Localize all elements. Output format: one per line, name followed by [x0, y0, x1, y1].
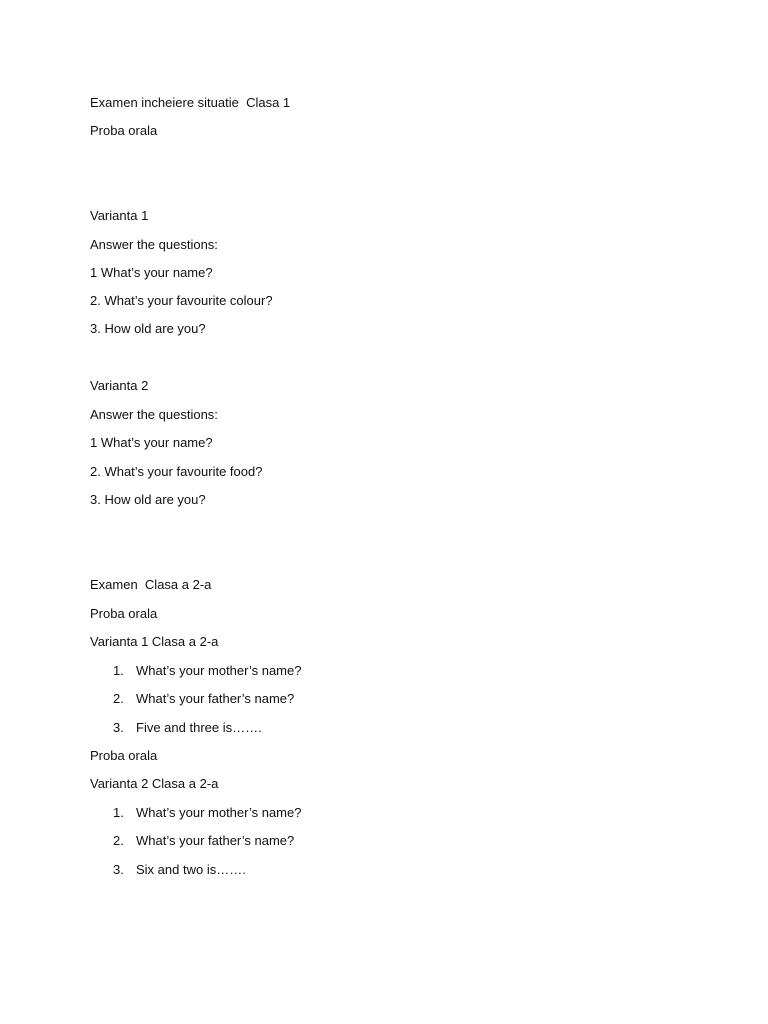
list-number: 2. [113, 833, 124, 848]
list-number: 1. [113, 805, 124, 820]
list-text: What’s your mother’s name? [136, 805, 302, 820]
list-number: 1. [113, 663, 124, 678]
oral-test-label: Proba orala [90, 606, 158, 621]
variant-1-heading: Varianta 1 [90, 208, 149, 223]
variant-1-question: 1 What’s your name? [90, 265, 213, 280]
list-text: What’s your father’s name? [136, 833, 295, 848]
variant-2-instruction: Answer the questions: [90, 407, 218, 422]
list-number: 3. [113, 720, 124, 735]
list-number: 2. [113, 691, 124, 706]
variant-2-question: 3. How old are you? [90, 492, 206, 507]
list-text: Five and three is……. [136, 720, 262, 735]
variant-2-question: 1 What’s your name? [90, 435, 213, 450]
class2-variant-2-heading: Varianta 2 Clasa a 2-a [90, 776, 219, 791]
variant-2-heading: Varianta 2 [90, 378, 149, 393]
variant-1-question: 2. What’s your favourite colour? [90, 293, 273, 308]
list-text: What’s your mother’s name? [136, 663, 302, 678]
oral-test-label: Proba orala [90, 123, 158, 138]
list-text: What’s your father’s name? [136, 691, 295, 706]
class2-variant-1-heading: Varianta 1 Clasa a 2-a [90, 634, 219, 649]
variant-1-question: 3. How old are you? [90, 321, 206, 336]
list-number: 3. [113, 862, 124, 877]
variant-1-instruction: Answer the questions: [90, 237, 218, 252]
list-text: Six and two is……. [136, 862, 246, 877]
exam-title-class2: Examen Clasa a 2-a [90, 577, 212, 592]
variant-2-question: 2. What’s your favourite food? [90, 464, 263, 479]
oral-test-label: Proba orala [90, 748, 158, 763]
exam-title-class1: Examen incheiere situatie Clasa 1 [90, 95, 291, 110]
